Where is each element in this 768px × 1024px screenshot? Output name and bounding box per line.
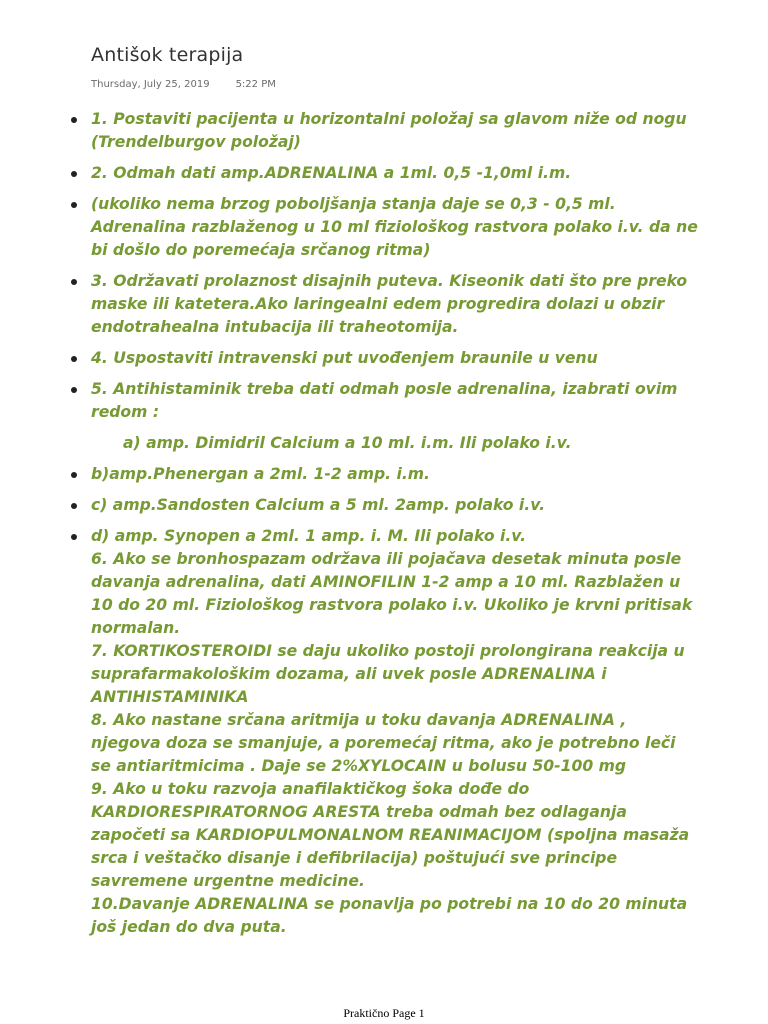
- paragraph-step-8: 8. Ako nastane srčana aritmija u toku davanja ADRENALINA , njegova doza se smanjuje, a poremećaj ritma, ako je potrebno leči se antiaritmicima . Daje se 2%XYLOCAIN u bolusu 50-100 mg: [91, 711, 676, 775]
- paragraph-step-6: 6. Ako se bronhospazam održava ili pojačava desetak minuta posle davanja adrenalina, dati AMINOFILIN 1-2 amp a 10 ml. Razblažen u 10 do 20 ml. Fiziološkog rastvora polako i.v. Ukoliko je krvni pritisak normalan.: [91, 550, 693, 637]
- note-body: [60, 108, 700, 939]
- bullet-list: [60, 108, 700, 424]
- page-title: Antišok terapija: [91, 44, 244, 66]
- list-item-text: (ukoliko nema brzog poboljšanja stanja daje se 0,3 - 0,5 ml. Adrenalina razblaženog u 10 ml fiziološkog rastvora polako i.v. da ne bi došlo do poremećaja srčanog ritma): [91, 195, 698, 259]
- bullet-icon: [71, 171, 77, 177]
- indented-item: a) amp. Dimidril Calcium a 10 ml. i.m. Ili polako i.v.: [123, 434, 572, 452]
- list-item-text: 2. Odmah dati amp.ADRENALINA a 1ml. 0,5 -1,0ml i.m.: [91, 164, 572, 182]
- list-item-text: c) amp.Sandosten Calcium a 5 ml. 2amp. polako i.v.: [91, 496, 546, 514]
- page-metadata: [91, 79, 276, 90]
- bullet-icon: [71, 534, 77, 540]
- list-item: [60, 463, 700, 486]
- list-item-text: b)amp.Phenergan a 2ml. 1-2 amp. i.m.: [91, 465, 430, 483]
- paragraph-step-9: 9. Ako u toku razvoja anafilaktičkog šoka dođe do KARDIORESPIRATORNOG ARESTA treba odmah bez odlaganja započeti sa KARDIOPULMONALNOM REANIMACIJOM (spoljna masaža srca i veštačko disanje i defibrilacija) poštujući sve principe savremene urgentne medicine.: [91, 780, 690, 890]
- page-time: 5:22 PM: [235, 79, 276, 90]
- paragraph-step-7: 7. KORTIKOSTEROIDI se daju ukoliko postoji prolongirana reakcija u suprafarmakološkim dozama, ali uvek posle ADRENALINA i ANTIHISTAMINIKA: [91, 642, 685, 706]
- bullet-icon: [71, 356, 77, 362]
- list-item: [60, 193, 700, 262]
- list-item: [60, 162, 700, 185]
- list-item: [60, 378, 700, 424]
- list-item-text: 5. Antihistaminik treba dati odmah posle adrenalina, izabrati ovim redom :: [91, 380, 678, 421]
- list-item-text: d) amp. Synopen a 2ml. 1 amp. i. M. Ili polako i.v.: [91, 527, 527, 545]
- bullet-icon: [71, 472, 77, 478]
- list-item-text: 1. Postaviti pacijenta u horizontalni položaj sa glavom niže od nogu (Trendelburgov položaj): [91, 110, 687, 151]
- bullet-icon: [71, 202, 77, 208]
- list-item-text: 4. Uspostaviti intravenski put uvođenjem braunile u venu: [91, 349, 598, 367]
- list-item: [60, 108, 700, 154]
- list-item: [60, 494, 700, 517]
- bullet-icon: [71, 503, 77, 509]
- paragraph-step-10: 10.Davanje ADRENALINA se ponavlja po potrebi na 10 do 20 minuta još jedan do dva puta.: [91, 895, 688, 936]
- bullet-icon: [71, 279, 77, 285]
- page-date: Thursday, July 25, 2019: [91, 79, 210, 90]
- page-footer: Praktično Page 1: [343, 1006, 425, 1020]
- list-item: [60, 347, 700, 370]
- bullet-icon: [71, 387, 77, 393]
- bullet-list-continued: [60, 463, 700, 939]
- list-item: [60, 270, 700, 339]
- list-item: [60, 525, 700, 939]
- list-item-text: 3. Održavati prolaznost disajnih puteva. Kiseonik dati što pre preko maske ili katetera.Ako laringealni edem progredira dolazi u obzir endotrahealna intubacija ili traheotomija.: [91, 272, 688, 336]
- bullet-icon: [71, 117, 77, 123]
